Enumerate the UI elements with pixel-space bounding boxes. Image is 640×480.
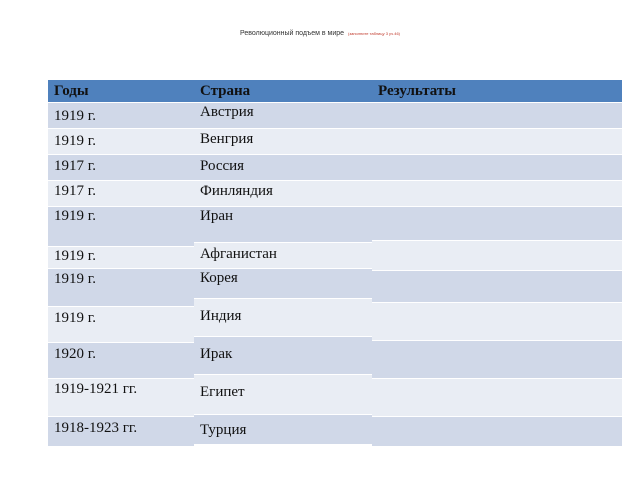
table-cell [372, 180, 622, 206]
cell-country: Австрия [200, 104, 254, 120]
cell-country: Финляндия [200, 183, 273, 199]
header-country-label: Страна [200, 83, 251, 99]
table-cell [194, 268, 372, 298]
cell-year: 1918-1923 гг. [54, 420, 138, 436]
cell-year: 1919 г. [54, 271, 96, 287]
cell-country: Турция [200, 422, 247, 438]
cell-country: Россия [200, 158, 245, 174]
slide-title-note: (заполните таблицу 3 уч.46) [348, 31, 400, 36]
cell-country: Египет [200, 384, 245, 400]
table-cell [372, 154, 622, 180]
table-cell [194, 374, 372, 414]
cell-country: Ирак [200, 346, 233, 362]
slide-title-text: Революционный подъем в мире [239, 30, 345, 37]
table-cell [372, 416, 622, 446]
table-cell [372, 240, 622, 270]
table-cell [48, 206, 194, 246]
table-cell [48, 180, 194, 206]
cell-year: 1919 г. [54, 108, 96, 124]
cell-year: 1917 г. [54, 158, 96, 174]
table-cell [48, 342, 194, 378]
table-cell [48, 102, 194, 128]
table-cell [194, 154, 372, 180]
table-cell [194, 298, 372, 336]
table-cell [48, 128, 194, 154]
table-cell [372, 102, 622, 128]
cell-year: 1919 г. [54, 248, 96, 264]
header-cell-results [372, 80, 622, 102]
table-cell [48, 246, 194, 268]
cell-country: Афганистан [200, 246, 277, 262]
header-cell-country [194, 80, 372, 102]
table-cell [194, 102, 372, 128]
table-cell [48, 378, 194, 416]
table-cell [372, 302, 622, 340]
header-results-label: Результаты [378, 83, 456, 99]
cell-year: 1919 г. [54, 208, 96, 224]
slide-title [0, 30, 640, 37]
table-cell [194, 336, 372, 374]
table-cell [48, 306, 194, 342]
table-cell [372, 206, 622, 240]
cell-country: Венгрия [200, 131, 254, 147]
cell-year: 1919 г. [54, 310, 96, 326]
cell-country: Иран [200, 208, 234, 224]
table-cell [48, 154, 194, 180]
table-cell [372, 340, 622, 378]
table-cell [372, 128, 622, 154]
header-years-label: Годы [54, 83, 89, 99]
cell-year: 1919-1921 гг. [54, 381, 138, 397]
cell-country: Корея [200, 270, 238, 286]
table-cell [372, 270, 622, 302]
header-cell-years [48, 80, 194, 102]
cell-country: Индия [200, 308, 242, 324]
cell-year: 1919 г. [54, 133, 96, 149]
table-cell [194, 242, 372, 268]
table-cell [194, 180, 372, 206]
cell-year: 1920 г. [54, 346, 96, 362]
table-cell [194, 414, 372, 444]
table-cell [372, 378, 622, 416]
cell-year: 1917 г. [54, 183, 96, 199]
table-cell [48, 416, 194, 446]
table-cell [48, 268, 194, 306]
table-cell [194, 128, 372, 154]
table-cell [194, 206, 372, 242]
